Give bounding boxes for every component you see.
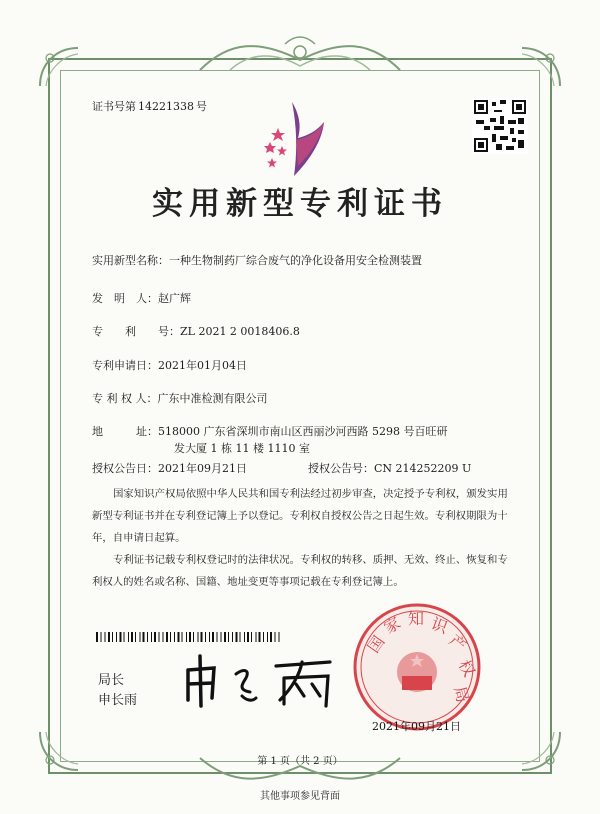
barcode-bar — [108, 632, 110, 642]
application-date-value: 2021年01月04日 — [158, 359, 247, 372]
barcode-bar — [212, 632, 214, 642]
address-row — [92, 423, 447, 439]
barcode-bar — [189, 632, 191, 642]
legal-status-paragraph: 专利证书记载专利权登记时的法律状况。专利权的转移、质押、无效、终止、恢复和专利权人的姓名或名称、国籍、地址变更等事项记载在专利登记簿上。 — [92, 554, 508, 588]
cert-no-value: 14221338 — [138, 100, 194, 113]
utility-model-name-row — [92, 252, 422, 268]
barcode-bar — [279, 632, 280, 642]
barcode-bar — [151, 632, 152, 642]
grant-date-row — [92, 460, 247, 476]
inventor-label: 发 明 人： — [92, 292, 158, 305]
svg-text:知: 知 — [408, 609, 425, 628]
director-title — [98, 671, 137, 711]
barcode-bar — [105, 632, 106, 642]
inventor-row — [92, 290, 191, 306]
address-label: 地 址： — [92, 425, 158, 438]
cert-no-suffix: 号 — [196, 100, 207, 113]
barcode-bar — [120, 632, 122, 642]
barcode-bar — [178, 632, 180, 642]
barcode-bar — [247, 632, 249, 642]
application-date-label: 专利申请日： — [92, 359, 158, 372]
grant-number-row — [308, 460, 471, 476]
qr-code — [472, 98, 528, 154]
barcode-bar — [251, 632, 252, 642]
svg-text:国: 国 — [363, 632, 389, 657]
patentee-label: 专 利 权 人： — [92, 392, 158, 405]
barcode-bar — [240, 632, 241, 642]
barcode-bar — [221, 632, 222, 642]
barcode-bar — [116, 632, 117, 642]
svg-text:局: 局 — [450, 684, 473, 705]
barcode-bar — [128, 632, 129, 642]
corner-ornament-bottom-left — [36, 728, 82, 774]
utility-model-name-value: 一种生物制药厂综合废气的净化设备用安全检测装置 — [169, 254, 422, 267]
corner-ornament-bottom-right — [518, 728, 564, 774]
application-date-row — [92, 357, 247, 373]
corner-ornament-top-left — [36, 44, 82, 90]
svg-text:识: 识 — [428, 613, 451, 638]
patentee-value: 广东中准检测有限公司 — [157, 392, 268, 405]
inventor-value: 赵广辉 — [158, 292, 191, 305]
address-row-2 — [174, 440, 310, 456]
grant-date-label: 授权公告日： — [92, 462, 158, 475]
patent-number-row — [92, 323, 300, 339]
barcode-bar — [232, 632, 233, 642]
barcode-bar — [101, 632, 102, 642]
patentee-row — [92, 390, 268, 406]
certificate-number — [92, 98, 209, 114]
patent-number-value: ZL 2021 2 0018406.8 — [180, 325, 300, 338]
barcode-bar — [166, 632, 168, 642]
grant-statement-paragraph: 国家知识产权局依照中华人民共和国专利法经过初步审查，决定授予专利权，颁发实用新型专利证书并在专利登记簿上予以登记。专利权自授权公告之日起生效。专利权期限为十年，自申请日起算。 — [92, 488, 508, 544]
barcode-bar — [209, 632, 210, 642]
barcode-bar — [228, 632, 229, 642]
svg-text:权: 权 — [454, 656, 479, 680]
barcode-bar — [163, 632, 164, 642]
patent-number-label: 专 利 号： — [92, 325, 180, 338]
page-number: 第 1 页（共 2 页） — [257, 756, 343, 767]
certificate-title: 实用新型专利证书 — [152, 186, 448, 222]
cert-no-label: 证书号第 — [92, 100, 136, 113]
utility-model-name-label: 实用新型名称： — [92, 254, 169, 267]
barcode-bar — [205, 632, 206, 642]
barcode-bar — [256, 632, 257, 642]
barcode-bar — [159, 632, 160, 642]
patent-office-logo — [258, 92, 338, 182]
director-name: 申长雨 — [98, 693, 138, 708]
barcode-bar — [96, 632, 98, 642]
barcode-bar — [124, 632, 125, 642]
barcode-bar — [186, 632, 187, 642]
barcode-bar — [259, 632, 261, 642]
barcode-bar — [140, 632, 141, 642]
corner-ornament-top-right — [518, 44, 564, 90]
barcode-bar — [174, 632, 175, 642]
director-title-line-1: 局长 — [98, 673, 125, 688]
grant-date-value: 2021年09月21日 — [158, 462, 247, 475]
barcode-bar — [143, 632, 145, 642]
barcode-bar — [198, 632, 199, 642]
handwritten-signature — [180, 650, 350, 710]
barcode-bar — [236, 632, 238, 642]
address-line-1: 518000 广东省深圳市南山区西丽沙河西路 5298 号百旺研 — [158, 425, 448, 438]
top-flourish-ornament — [190, 30, 410, 76]
barcode-bar — [112, 632, 113, 642]
barcode-bar — [275, 632, 276, 642]
barcode-bar — [224, 632, 226, 642]
address-line-2: 发大厦 1 栋 11 楼 1110 室 — [174, 442, 310, 455]
barcode — [96, 632, 280, 642]
grant-number-value: CN 214252209 U — [374, 462, 472, 475]
barcode-bar — [170, 632, 171, 642]
barcode-bar — [135, 632, 136, 642]
seal-date: 2021年09月21日 — [372, 720, 461, 733]
barcode-bar — [193, 632, 194, 642]
barcode-bar — [267, 632, 268, 642]
barcode-bar — [154, 632, 156, 642]
svg-text:产: 产 — [445, 630, 470, 656]
footer-note: 其他事项参见背面 — [260, 791, 340, 802]
barcode-bar — [131, 632, 133, 642]
official-seal-stamp — [350, 600, 484, 734]
barcode-bar — [147, 632, 148, 642]
barcode-bar — [244, 632, 245, 642]
svg-text:家: 家 — [380, 613, 404, 638]
barcode-bar — [217, 632, 218, 642]
barcode-bar — [182, 632, 183, 642]
barcode-bar — [201, 632, 203, 642]
barcode-bar — [263, 632, 264, 642]
grant-number-label: 授权公告号： — [308, 462, 374, 475]
barcode-bar — [270, 632, 272, 642]
